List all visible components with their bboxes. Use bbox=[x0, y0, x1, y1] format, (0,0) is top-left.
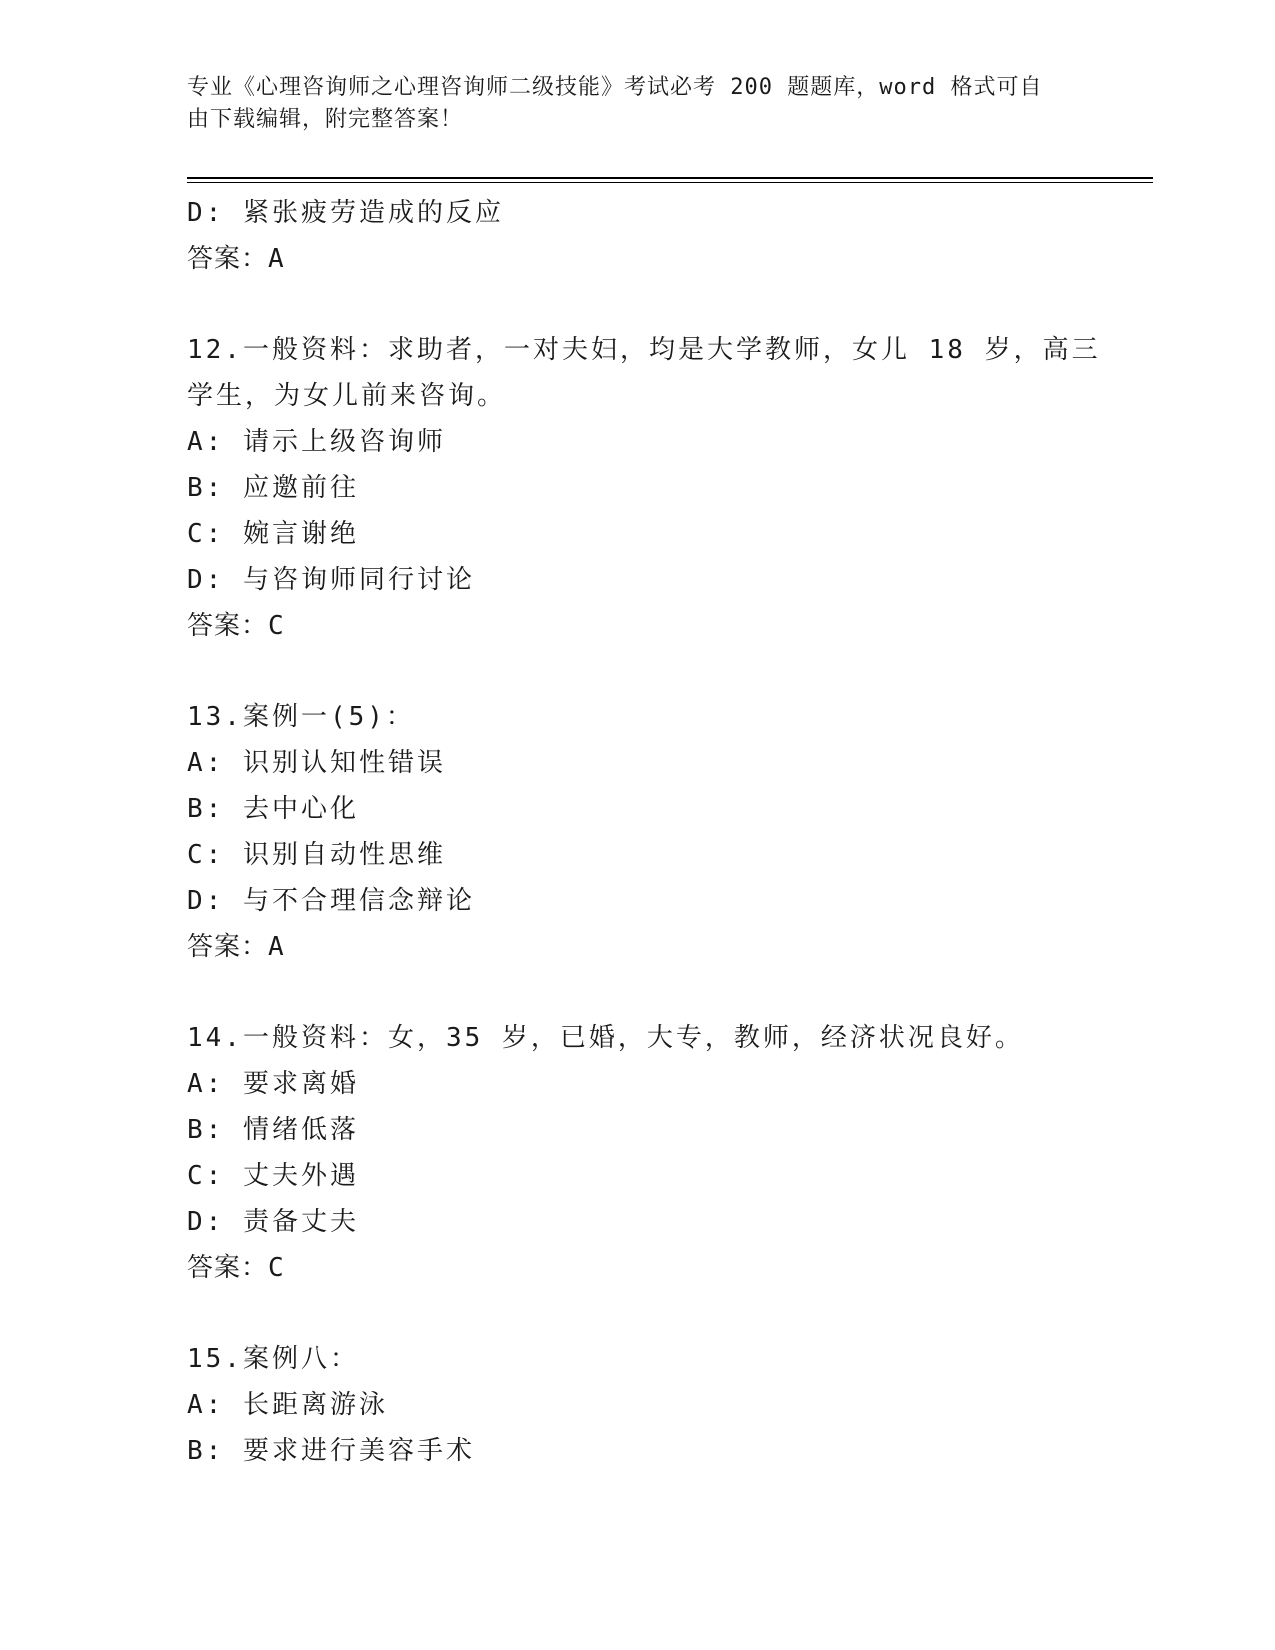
question-stem: 13.案例一(5)： bbox=[187, 702, 415, 732]
question-stem-continued: 学生，为女儿前来咨询。 bbox=[187, 381, 507, 411]
answer-label: 答案： bbox=[187, 1253, 269, 1283]
option-b: B: 情绪低落 bbox=[187, 1115, 359, 1145]
answer-value: A bbox=[268, 244, 285, 274]
question-15 bbox=[187, 1336, 1127, 1474]
answer-value: A bbox=[268, 932, 285, 962]
option-b: B: 应邀前往 bbox=[187, 473, 359, 503]
document-header bbox=[187, 72, 1067, 136]
option-d: D: 紧张疲劳造成的反应 bbox=[187, 198, 504, 228]
question-spacer bbox=[187, 1291, 1127, 1336]
option-c: C: 识别自动性思维 bbox=[187, 840, 446, 870]
option-a: A: 长距离游泳 bbox=[187, 1390, 388, 1420]
header-line-2: 由下载编辑，附完整答案！ bbox=[187, 107, 464, 132]
question-stem: 14.一般资料：女，35 岁，已婚，大专，教师，经济状况良好。 bbox=[187, 1023, 1024, 1053]
option-a: A: 要求离婚 bbox=[187, 1069, 359, 1099]
question-spacer bbox=[187, 282, 1127, 327]
option-d: D: 与不合理信念辩论 bbox=[187, 886, 475, 916]
question-spacer bbox=[187, 649, 1127, 694]
answer-label: 答案： bbox=[187, 611, 269, 641]
option-d: D: 与咨询师同行讨论 bbox=[187, 565, 475, 595]
question-content bbox=[187, 190, 1127, 1474]
header-divider-thick bbox=[187, 177, 1153, 179]
question-stem: 12.一般资料：求助者，一对夫妇，均是大学教师，女儿 18 岁，高三 bbox=[187, 335, 1101, 365]
answer-value: C bbox=[268, 1253, 285, 1283]
answer-value: C bbox=[268, 611, 285, 641]
question-14 bbox=[187, 1015, 1127, 1291]
header-line-1: 专业《心理咨询师之心理咨询师二级技能》考试必考 200 题题库，word 格式可自 bbox=[187, 75, 1043, 100]
option-c: C: 丈夫外遇 bbox=[187, 1161, 359, 1191]
question-stem: 15.案例八： bbox=[187, 1344, 359, 1374]
option-c: C: 婉言谢绝 bbox=[187, 519, 359, 549]
answer-line bbox=[187, 924, 1127, 970]
option-b: B: 去中心化 bbox=[187, 794, 359, 824]
answer-line bbox=[187, 236, 1127, 282]
option-b: B: 要求进行美容手术 bbox=[187, 1436, 475, 1466]
header-divider-thin bbox=[187, 182, 1153, 183]
answer-label: 答案： bbox=[187, 244, 269, 274]
question-12 bbox=[187, 327, 1127, 649]
question-spacer bbox=[187, 970, 1127, 1015]
answer-line bbox=[187, 1245, 1127, 1291]
option-a: A: 识别认知性错误 bbox=[187, 748, 446, 778]
option-d: D: 责备丈夫 bbox=[187, 1207, 359, 1237]
answer-line bbox=[187, 603, 1127, 649]
question-13 bbox=[187, 694, 1127, 970]
answer-label: 答案： bbox=[187, 932, 269, 962]
option-a: A: 请示上级咨询师 bbox=[187, 427, 446, 457]
